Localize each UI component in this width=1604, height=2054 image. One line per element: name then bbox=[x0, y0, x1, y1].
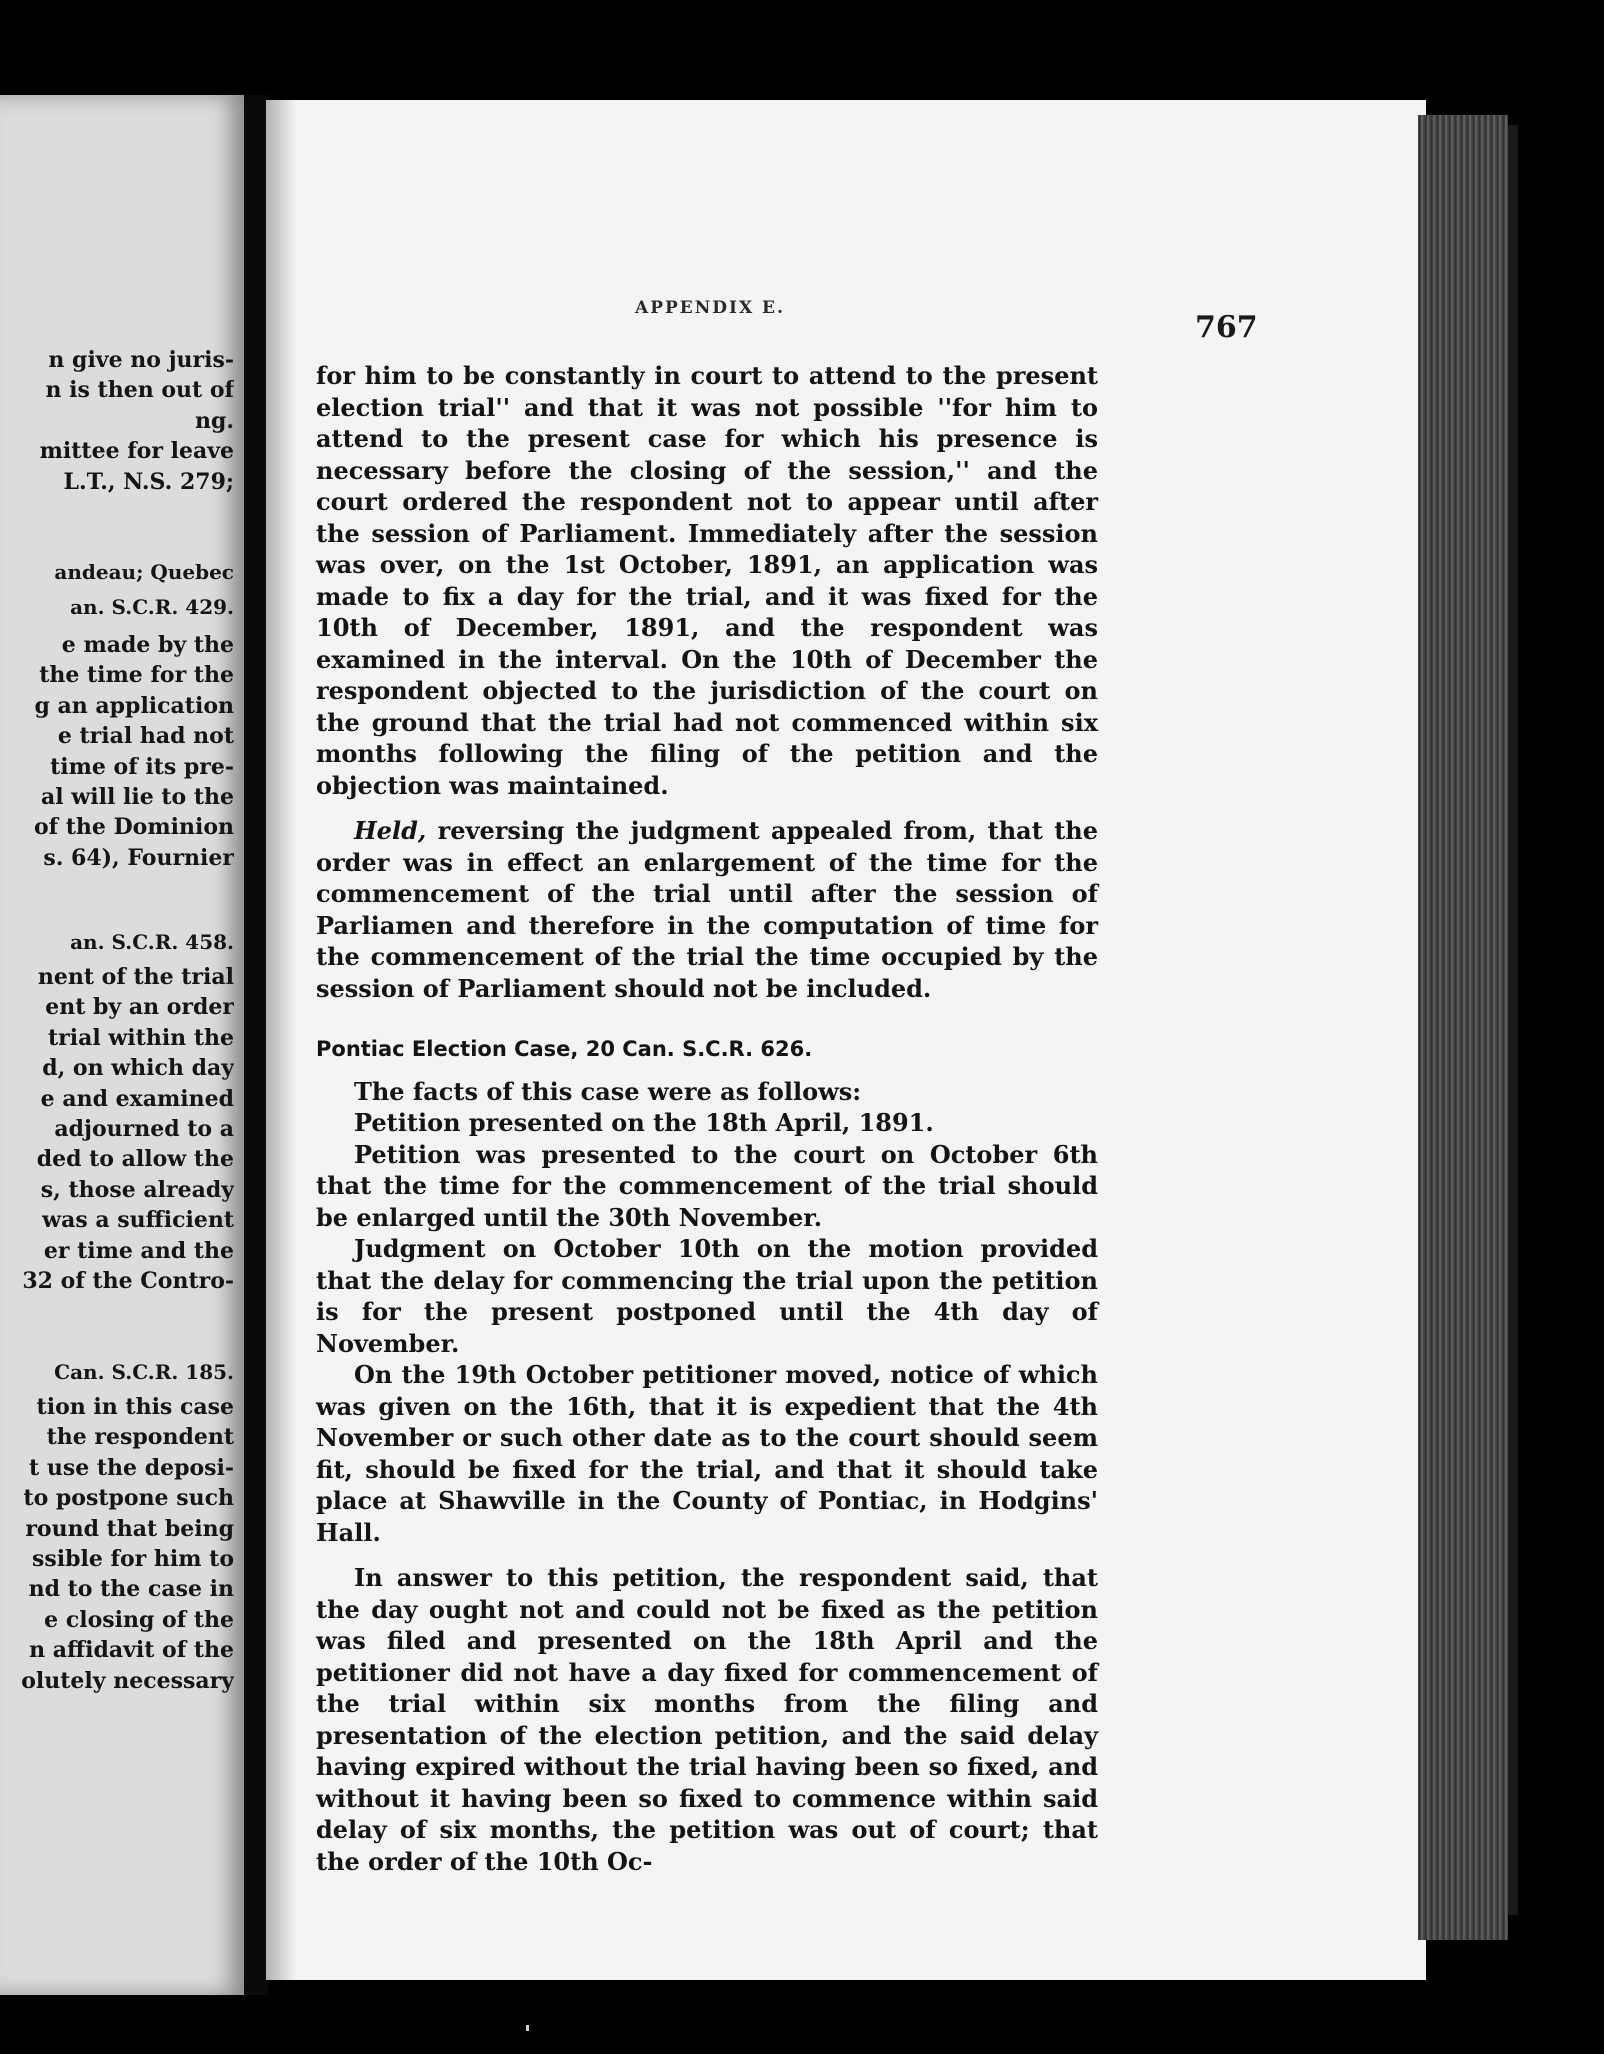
page-edge-dark bbox=[1508, 125, 1518, 1915]
left-line: n is then out of bbox=[45, 377, 234, 404]
left-heading: an. S.C.R. 429. bbox=[70, 595, 234, 619]
left-line: was a sufficient bbox=[42, 1207, 234, 1234]
page-body bbox=[316, 360, 1098, 1877]
left-line: e and examined bbox=[40, 1085, 234, 1112]
left-line: s, those already bbox=[40, 1176, 234, 1203]
paragraph-19th-october: On the 19th October petitioner moved, notice of which was given on the 16th, that it is expedient that the 4th November or such other date as to the court should seem fit, should be fixed for the trial, and that it should take place at Shawville in the County of Pontiac, in Hodgins' Hall. bbox=[316, 1360, 1098, 1547]
paragraph-held bbox=[316, 815, 1098, 1004]
left-line: d, on which day bbox=[42, 1055, 234, 1082]
left-heading: andeau; Quebec bbox=[54, 560, 234, 584]
left-line: ded to allow the bbox=[36, 1146, 234, 1173]
left-line: s. 64), Fournier bbox=[43, 844, 234, 871]
left-line: t use the deposi- bbox=[29, 1454, 234, 1481]
case-heading: Pontiac Election Case, 20 Can. S.C.R. 626. bbox=[316, 1037, 813, 1061]
left-line: L.T., N.S. 279; bbox=[63, 468, 234, 495]
held-label: Held, bbox=[354, 816, 427, 845]
left-page-text-block-c bbox=[4, 962, 234, 1296]
left-line: the respondent bbox=[46, 1424, 234, 1451]
paragraph-petition-presented: Petition presented on the 18th April, 1891. bbox=[354, 1108, 934, 1137]
left-line: adjourned to a bbox=[54, 1115, 234, 1142]
left-line: mittee for leave bbox=[39, 438, 234, 465]
left-line: 32 of the Contro- bbox=[22, 1267, 234, 1294]
left-heading: an. S.C.R. 458. bbox=[70, 930, 234, 954]
left-line: er time and the bbox=[43, 1237, 234, 1264]
held-text: reversing the judgment appealed from, that the order was in effect an enlargement of the time for the commencement of the trial until after the session of Parliamen and therefore in the computation of time for the commencement of the trial the time occupied by the session of Parliament should not be included. bbox=[316, 816, 1098, 1003]
left-line: trial within the bbox=[47, 1024, 234, 1051]
paragraph-answer: In answer to this petition, the respondent said, that the day ought not and could not be fixed as the petition was filed and presented on the 18th April and the petitioner did not have a day fixed for commencement of the trial within six months from the filing and presentation of the election petition, and the said delay having expired without the trial having been so fixed, and without it having been so fixed to commence within said delay of six months, the petition was out of court; that the order of the 10th Oc- bbox=[316, 1563, 1098, 1876]
left-page-text-block-b bbox=[4, 630, 234, 873]
left-page-heading-block-1 bbox=[4, 555, 234, 625]
left-page-heading-block-3 bbox=[4, 1355, 234, 1390]
left-line: time of its pre- bbox=[50, 753, 234, 780]
left-line: n give no juris- bbox=[48, 347, 234, 373]
left-line: g an application bbox=[34, 692, 234, 719]
left-line: ng. bbox=[194, 407, 234, 434]
left-line: tion in this case bbox=[36, 1394, 234, 1420]
left-heading: Can. S.C.R. 185. bbox=[54, 1360, 234, 1384]
page-edge-stack bbox=[1418, 115, 1508, 1940]
left-line: ssible for him to bbox=[31, 1545, 234, 1572]
left-line: e trial had not bbox=[57, 723, 234, 750]
scan-speck bbox=[526, 2025, 529, 2031]
paragraph-continuation: for him to be constantly in court to attend to the present election trial'' and that it was not possible ''for him to attend to the present case for which his presence is necessary before the closing of the session,'' and the court ordered the respondent not to appear until after the session of Parliament. Immediately after the session was over, on the 1st October, 1891, an application was made to fix a day for the trial, and it was fixed for the 10th of December, 1891, and the respondent was examined in the interval. On the 10th of December the respondent objected to the jurisdiction of the court on the ground that the trial had not commenced within six months following the filing of the petition and the objection was maintained. bbox=[316, 361, 1098, 800]
left-page-heading-block-2 bbox=[4, 925, 234, 960]
running-head: APPENDIX E. bbox=[635, 298, 785, 318]
left-line: nd to the case in bbox=[28, 1576, 234, 1603]
paragraph-petition-court: Petition was presented to the court on October 6th that the time for the commencement of the trial should be enlarged until the 30th November. bbox=[316, 1139, 1098, 1232]
left-line: ent by an order bbox=[45, 994, 234, 1021]
left-line: to postpone such bbox=[23, 1485, 234, 1512]
left-line: the time for the bbox=[39, 662, 234, 689]
left-page-text-block-a bbox=[4, 345, 234, 497]
left-page bbox=[0, 95, 248, 1995]
paragraph-facts: The facts of this case were as follows: bbox=[354, 1076, 862, 1106]
page-shadow bbox=[266, 100, 296, 1980]
left-line: nent of the trial bbox=[37, 964, 234, 990]
left-line: olutely necessary bbox=[21, 1667, 234, 1694]
page-number: 767 bbox=[1195, 310, 1258, 345]
left-line: e made by the bbox=[61, 632, 234, 658]
left-line: n affidavit of the bbox=[29, 1637, 234, 1664]
book-gutter bbox=[244, 95, 268, 1995]
left-line: e closing of the bbox=[44, 1606, 234, 1633]
left-line: al will lie to the bbox=[41, 783, 234, 810]
left-line: round that being bbox=[25, 1515, 234, 1542]
paragraph-judgment: Judgment on October 10th on the motion provided that the delay for commencing the trial upon the petition is for the present postponed until the 4th day of November. bbox=[316, 1234, 1098, 1358]
left-page-text-block-d bbox=[4, 1392, 234, 1696]
left-line: of the Dominion bbox=[33, 814, 234, 841]
